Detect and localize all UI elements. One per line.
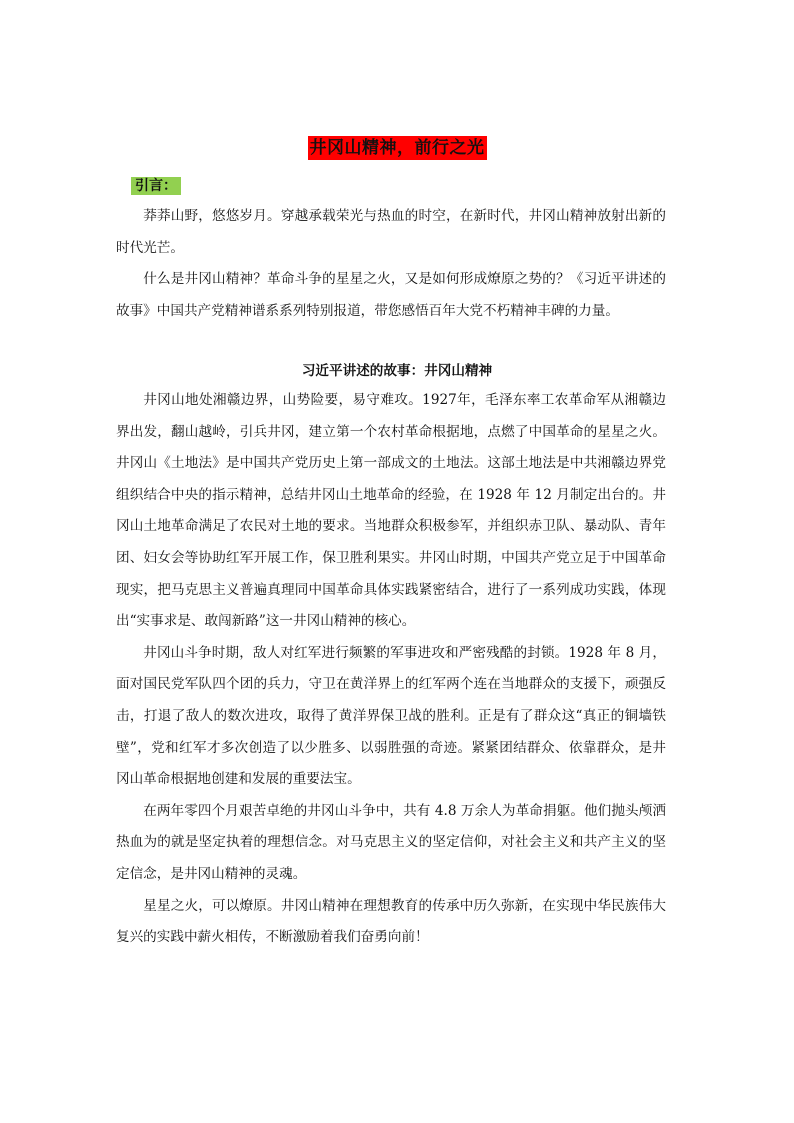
body-text xyxy=(116,385,666,954)
intro-paragraph-2: 什么是井冈山精神？革命斗争的星星之火，又是如何形成燎原之势的？《习近平讲述的故事》中国共产党精神谱系系列特别报道，带您感悟百年大党不朽精神丰碑的力量。 xyxy=(116,271,666,319)
body-paragraph-2: 井冈山斗争时期，敌人对红军进行频繁的军事进攻和严密残酷的封锁。1928 年 8 月，面对国民党军队四个团的兵力，守卫在黄洋界上的红军两个连在当地群众的支援下，顽强反击，打退了敌人的数次进攻，取得了黄洋界保卫战的胜利。正是有了群众这“真正的铜墙铁壁”，党和红军才多次创造了以少胜多、以弱胜强的奇迹。紧紧团结群众、依靠群众，是井冈山革命根据地创建和发展的重要法宝。 xyxy=(116,644,666,788)
body-paragraph-1: 井冈山地处湘赣边界，山势险要，易守难攻。1927年，毛泽东率工农革命军从湘赣边界出发，翻山越岭，引兵井冈，建立第一个农村革命根据地，点燃了中国革命的星星之火。井冈山《土地法》是中国共产党历史上第一部成文的土地法。这部土地法是中共湘赣边界党组织结合中央的指示精神，总结井冈山土地革命的经验，在 1928 年 12 月制定出台的。井冈山土地革命满足了农民对土地的要求。当地群众积极参军，并组织赤卫队、暴动队、青年团、妇女会等协助红军开展工作，保卫胜利果实。井冈山时期，中国共产党立足于中国革命现实，把马克思主义普遍真理同中国革命具体实践紧密结合，进行了一系列成功实践，体现出“实事求是、敢闯新路”这一井冈山精神的核心。 xyxy=(116,392,666,630)
section-title: 习近平讲述的故事：井冈山精神 xyxy=(301,363,493,379)
body-paragraph-3: 在两年零四个月艰苦卓绝的井冈山斗争中，共有 4.8 万余人为革命捐躯。他们抛头颅洒热血为的就是坚定执着的理想信念。对马克思主义的坚定信仰，对社会主义和共产主义的坚定信念，是井冈山精神的灵魂。 xyxy=(116,802,666,882)
document-title: 井冈山精神，前行之光 xyxy=(309,138,485,158)
intro-paragraph-1: 莽莽山野，悠悠岁月。穿越承载荣光与热血的时空，在新时代，井冈山精神放射出新的时代光芒。 xyxy=(116,208,666,256)
body-paragraph-4: 星星之火，可以燎原。井冈山精神在理想教育的传承中历久弥新，在实现中华民族伟大复兴的实践中薪火相传，不断激励着我们奋勇向前！ xyxy=(116,897,666,946)
intro-label: 引言： xyxy=(131,177,181,195)
title-container xyxy=(0,136,794,160)
